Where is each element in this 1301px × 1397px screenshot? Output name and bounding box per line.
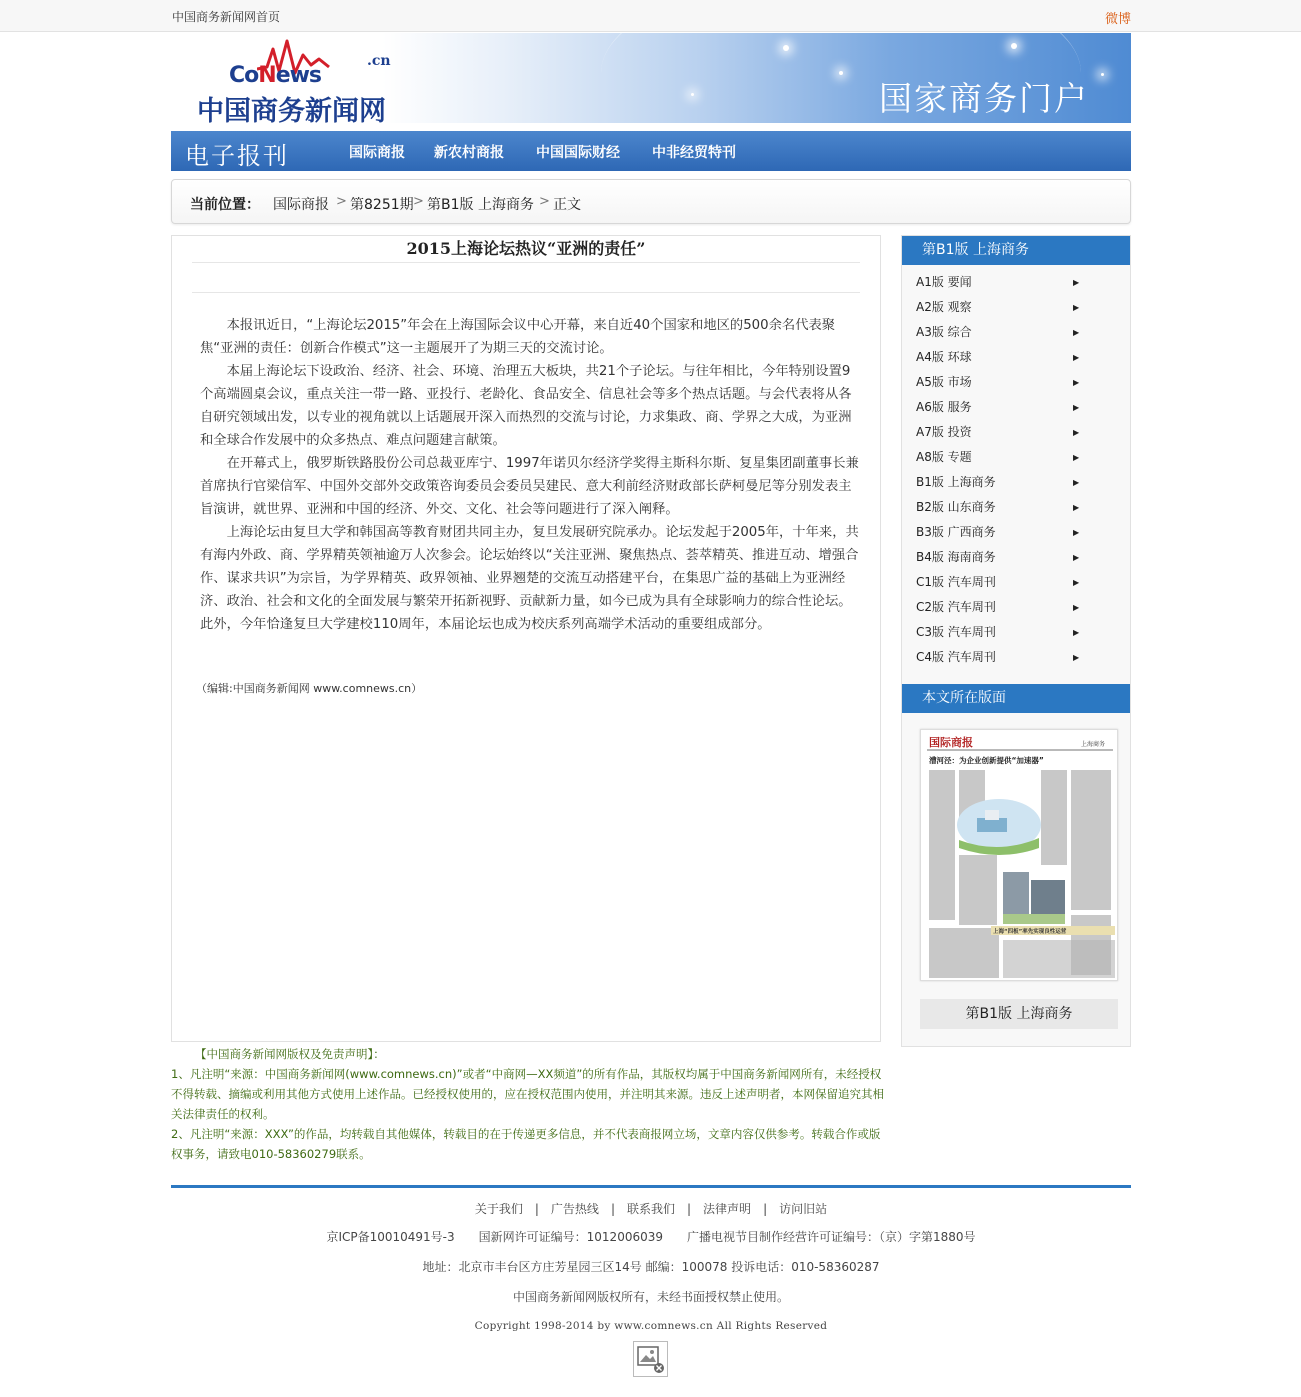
breadcrumb-item[interactable]: 第B1版 上海商务: [427, 197, 534, 213]
portal-slogan: 国家商务门户: [879, 79, 1089, 118]
triangle-right-icon: ▶: [1073, 603, 1080, 612]
sidebar: [901, 235, 1131, 1047]
footer-link-old-site[interactable]: 访问旧站: [779, 1202, 828, 1216]
home-link[interactable]: 中国商务新闻网首页: [172, 10, 281, 24]
article-paragraph: 上海论坛由复旦大学和韩国高等教育财团共同主办，复旦发展研究院承办。论坛发起于2005年，十年来，共有海内外政、商、学界精英领袖逾万人次参会。论坛始终以“关注亚洲、聚焦热点、荟萃精英、推进互动、增强合作、谋求共识”为宗旨，为学界精英、政界领袖、业界翘楚的交流互动搭建平台，在集思广益的基础上为亚洲经济、政治、社会和文化的全面发展与繁荣开拓新视野、贡献新力量，如今已成为具有全球影响力的综合性论坛。此外，今年恰逢复旦大学建校110周年，本届论坛也成为校庆系列高端学术活动的重要组成部分。: [200, 525, 859, 632]
edition-item[interactable]: C2版 汽车周刊 ▶: [916, 595, 1086, 620]
edition-item[interactable]: B1版 上海商务 ▶: [916, 470, 1086, 495]
edition-item[interactable]: A3版 综合 ▶: [916, 320, 1086, 345]
notice-heading: 【中国商务新闻网版权及免责声明】：: [195, 1047, 385, 1061]
triangle-right-icon: ▶: [1073, 428, 1080, 437]
site-banner: [171, 33, 1131, 123]
nav-item-xinnongcun-shangbao[interactable]: 新农村商报: [434, 145, 504, 161]
triangle-right-icon: ▶: [1073, 353, 1080, 362]
sidebar-section-title: 第B1版 上海商务: [902, 236, 1130, 265]
main-nav: [171, 131, 1131, 171]
sidebar-page-title: 本文所在版面: [902, 684, 1130, 713]
breadcrumb-separator: >: [413, 194, 424, 209]
breadcrumb: [171, 179, 1131, 224]
triangle-right-icon: ▶: [1073, 328, 1080, 337]
newspaper-page-thumbnail[interactable]: [920, 729, 1118, 981]
breadcrumb-current: 正文: [553, 197, 581, 213]
top-bar: [0, 0, 1301, 32]
nav-item-zhongguo-guoji-caijing[interactable]: 中国国际财经: [536, 145, 620, 161]
banner-sparkle: [1101, 73, 1104, 76]
thumb-headline: 漕河泾：为企业创新提供“加速器”: [929, 756, 1044, 765]
triangle-right-icon: ▶: [1073, 578, 1080, 587]
triangle-right-icon: ▶: [1073, 628, 1080, 637]
page-caption[interactable]: 第B1版 上海商务: [920, 999, 1118, 1029]
edition-item[interactable]: B2版 山东商务 ▶: [916, 495, 1086, 520]
triangle-right-icon: ▶: [1073, 278, 1080, 287]
triangle-right-icon: ▶: [1073, 528, 1080, 537]
article-title: 2015上海论坛热议“亚洲的责任”: [192, 236, 860, 263]
copyright-notice: [171, 1044, 889, 1164]
triangle-right-icon: ▶: [1073, 553, 1080, 562]
triangle-right-icon: ▶: [1073, 303, 1080, 312]
banner-sparkle: [691, 93, 694, 96]
nav-item-zhongfei-jingmao[interactable]: 中非经贸特刊: [652, 145, 736, 161]
footer-rights: 中国商务新闻网版权所有，未经书面授权禁止使用。: [512, 1290, 789, 1304]
logo-domain: .cn: [367, 53, 391, 69]
footer-link-ads[interactable]: 广告热线: [550, 1202, 599, 1216]
footer-link-about[interactable]: 关于我们: [474, 1202, 523, 1216]
breadcrumb-separator: >: [539, 194, 550, 209]
breadcrumb-separator: >: [336, 194, 347, 209]
thumb-section: 上海商务: [1081, 741, 1106, 748]
edition-item[interactable]: C1版 汽车周刊 ▶: [916, 570, 1086, 595]
breadcrumb-label: 当前位置：: [190, 197, 260, 213]
edition-item[interactable]: A7版 投资 ▶: [916, 420, 1086, 445]
footer-divider-bar: |: [687, 1202, 692, 1216]
banner-sparkle: [783, 45, 789, 51]
nav-item-guoji-shangbao[interactable]: 国际商报: [349, 145, 405, 161]
notice-item: 2、凡注明“来源：XXX”的作品，均转载自其他媒体，转载目的在于传递更多信息，并不代表商报网立场，文章内容仅供参考。转载合作或版权事务，请致电010-58360279联系。: [171, 1127, 881, 1161]
logo-wordmark: CoNews: [229, 63, 322, 88]
broken-image-glyph: [634, 1342, 667, 1376]
newspaper-page-image: [921, 730, 1118, 981]
article-paragraph: 本报讯近日，“上海论坛2015”年会在上海国际会议中心开幕，来自近40个国家和地区的500余名代表聚焦“亚洲的责任：创新合作模式”这一主题展开了为期三天的交流讨论。: [200, 318, 836, 356]
edition-item[interactable]: A8版 专题 ▶: [916, 445, 1086, 470]
triangle-right-icon: ▶: [1073, 403, 1080, 412]
triangle-right-icon: ▶: [1073, 453, 1080, 462]
edition-item[interactable]: A2版 观察 ▶: [916, 295, 1086, 320]
banner-sparkle: [839, 71, 843, 75]
article-paragraph: 在开幕式上，俄罗斯铁路股份公司总裁亚库宁、1997年诺贝尔经济学奖得主斯科尔斯、复星集团副董事长兼首席执行官梁信军、中国外交部外交政策咨询委员会委员吴建民、意大利前经济财政部长萨柯曼尼等分别发表主旨演讲，就世界、亚洲和中国的经济、外交、文化、社会等问题进行了深入阐释。: [200, 456, 859, 517]
article-body: [200, 314, 860, 636]
footer-divider-bar: |: [534, 1202, 539, 1216]
site-logo[interactable]: [197, 37, 427, 123]
footer-divider-bar: |: [610, 1202, 615, 1216]
edition-list: [916, 270, 1086, 670]
weibo-link[interactable]: 微博: [1105, 12, 1132, 27]
edition-item[interactable]: C4版 汽车周刊 ▶: [916, 645, 1086, 670]
edition-item[interactable]: A4版 环球 ▶: [916, 345, 1086, 370]
triangle-right-icon: ▶: [1073, 653, 1080, 662]
thumb-subhead: 上海“四板”率先实现良性运营: [993, 929, 1067, 935]
footer-links: [171, 1200, 1131, 1217]
footer-link-contact[interactable]: 联系我们: [626, 1202, 675, 1216]
footer-address: 地址：北京市丰台区方庄芳星园三区14号 邮编：100078 投诉电话：010-58360287: [422, 1260, 880, 1274]
breadcrumb-item[interactable]: 国际商报: [273, 197, 329, 213]
article-paragraph: 本届上海论坛下设政治、经济、社会、环境、治理五大板块，共21个子论坛。与往年相比，今年特别设置9个高端圆桌会议，重点关注一带一路、亚投行、老龄化、食品安全、信息社会等多个热点话题。与会代表将从各自研究领域出发，以专业的视角就以上话题展开深入而热烈的交流与讨论，力求集政、商、学界之大成，为亚洲和全球合作发展中的众多热点、难点问题建言献策。: [200, 364, 852, 448]
footer-link-legal[interactable]: 法律声明: [703, 1202, 752, 1216]
article-panel: [171, 235, 881, 1042]
broken-image-icon: [633, 1341, 668, 1377]
edition-item[interactable]: A6版 服务 ▶: [916, 395, 1086, 420]
thumb-masthead: 国际商报: [929, 737, 973, 749]
triangle-right-icon: ▶: [1073, 378, 1080, 387]
edition-item[interactable]: B4版 海南商务 ▶: [916, 545, 1086, 570]
notice-item: 1、凡注明“来源：中国商务新闻网(www.comnews.cn)”或者“中商网—XX频道”的所有作品，其版权均属于中国商务新闻网所有，未经授权不得转载、摘编或利用其他方式使用上述作品。已经授权使用的，应在授权范围内使用，并注明其来源。违反上述声明者，本网保留追究其相关法律责任的权利。: [171, 1067, 884, 1121]
nav-brand: 电子报刊: [185, 142, 289, 170]
logo-chinese-name: 中国商务新闻网: [197, 96, 386, 123]
edition-item[interactable]: B3版 广西商务 ▶: [916, 520, 1086, 545]
banner-sparkle: [1011, 43, 1017, 49]
edition-item[interactable]: A5版 市场 ▶: [916, 370, 1086, 395]
triangle-right-icon: ▶: [1073, 478, 1080, 487]
footer-divider-bar: |: [763, 1202, 768, 1216]
breadcrumb-item[interactable]: 第8251期: [350, 197, 414, 213]
triangle-right-icon: ▶: [1073, 503, 1080, 512]
article-editor: （编辑:中国商务新闻网 www.comnews.cn）: [196, 682, 423, 695]
edition-item[interactable]: C3版 汽车周刊 ▶: [916, 620, 1086, 645]
footer-divider: [171, 1185, 1131, 1188]
edition-item[interactable]: A1版 要闻 ▶: [916, 270, 1086, 295]
divider: [192, 292, 860, 293]
footer-icp: 京ICP备10010491号-3 国新网许可证编号：1012006039 广播电视节目制作经营许可证编号：（京）字第1880号: [326, 1230, 976, 1244]
footer-copyright: Copyright 1998-2014 by www.comnews.cn All Rights Reserved: [474, 1320, 828, 1332]
